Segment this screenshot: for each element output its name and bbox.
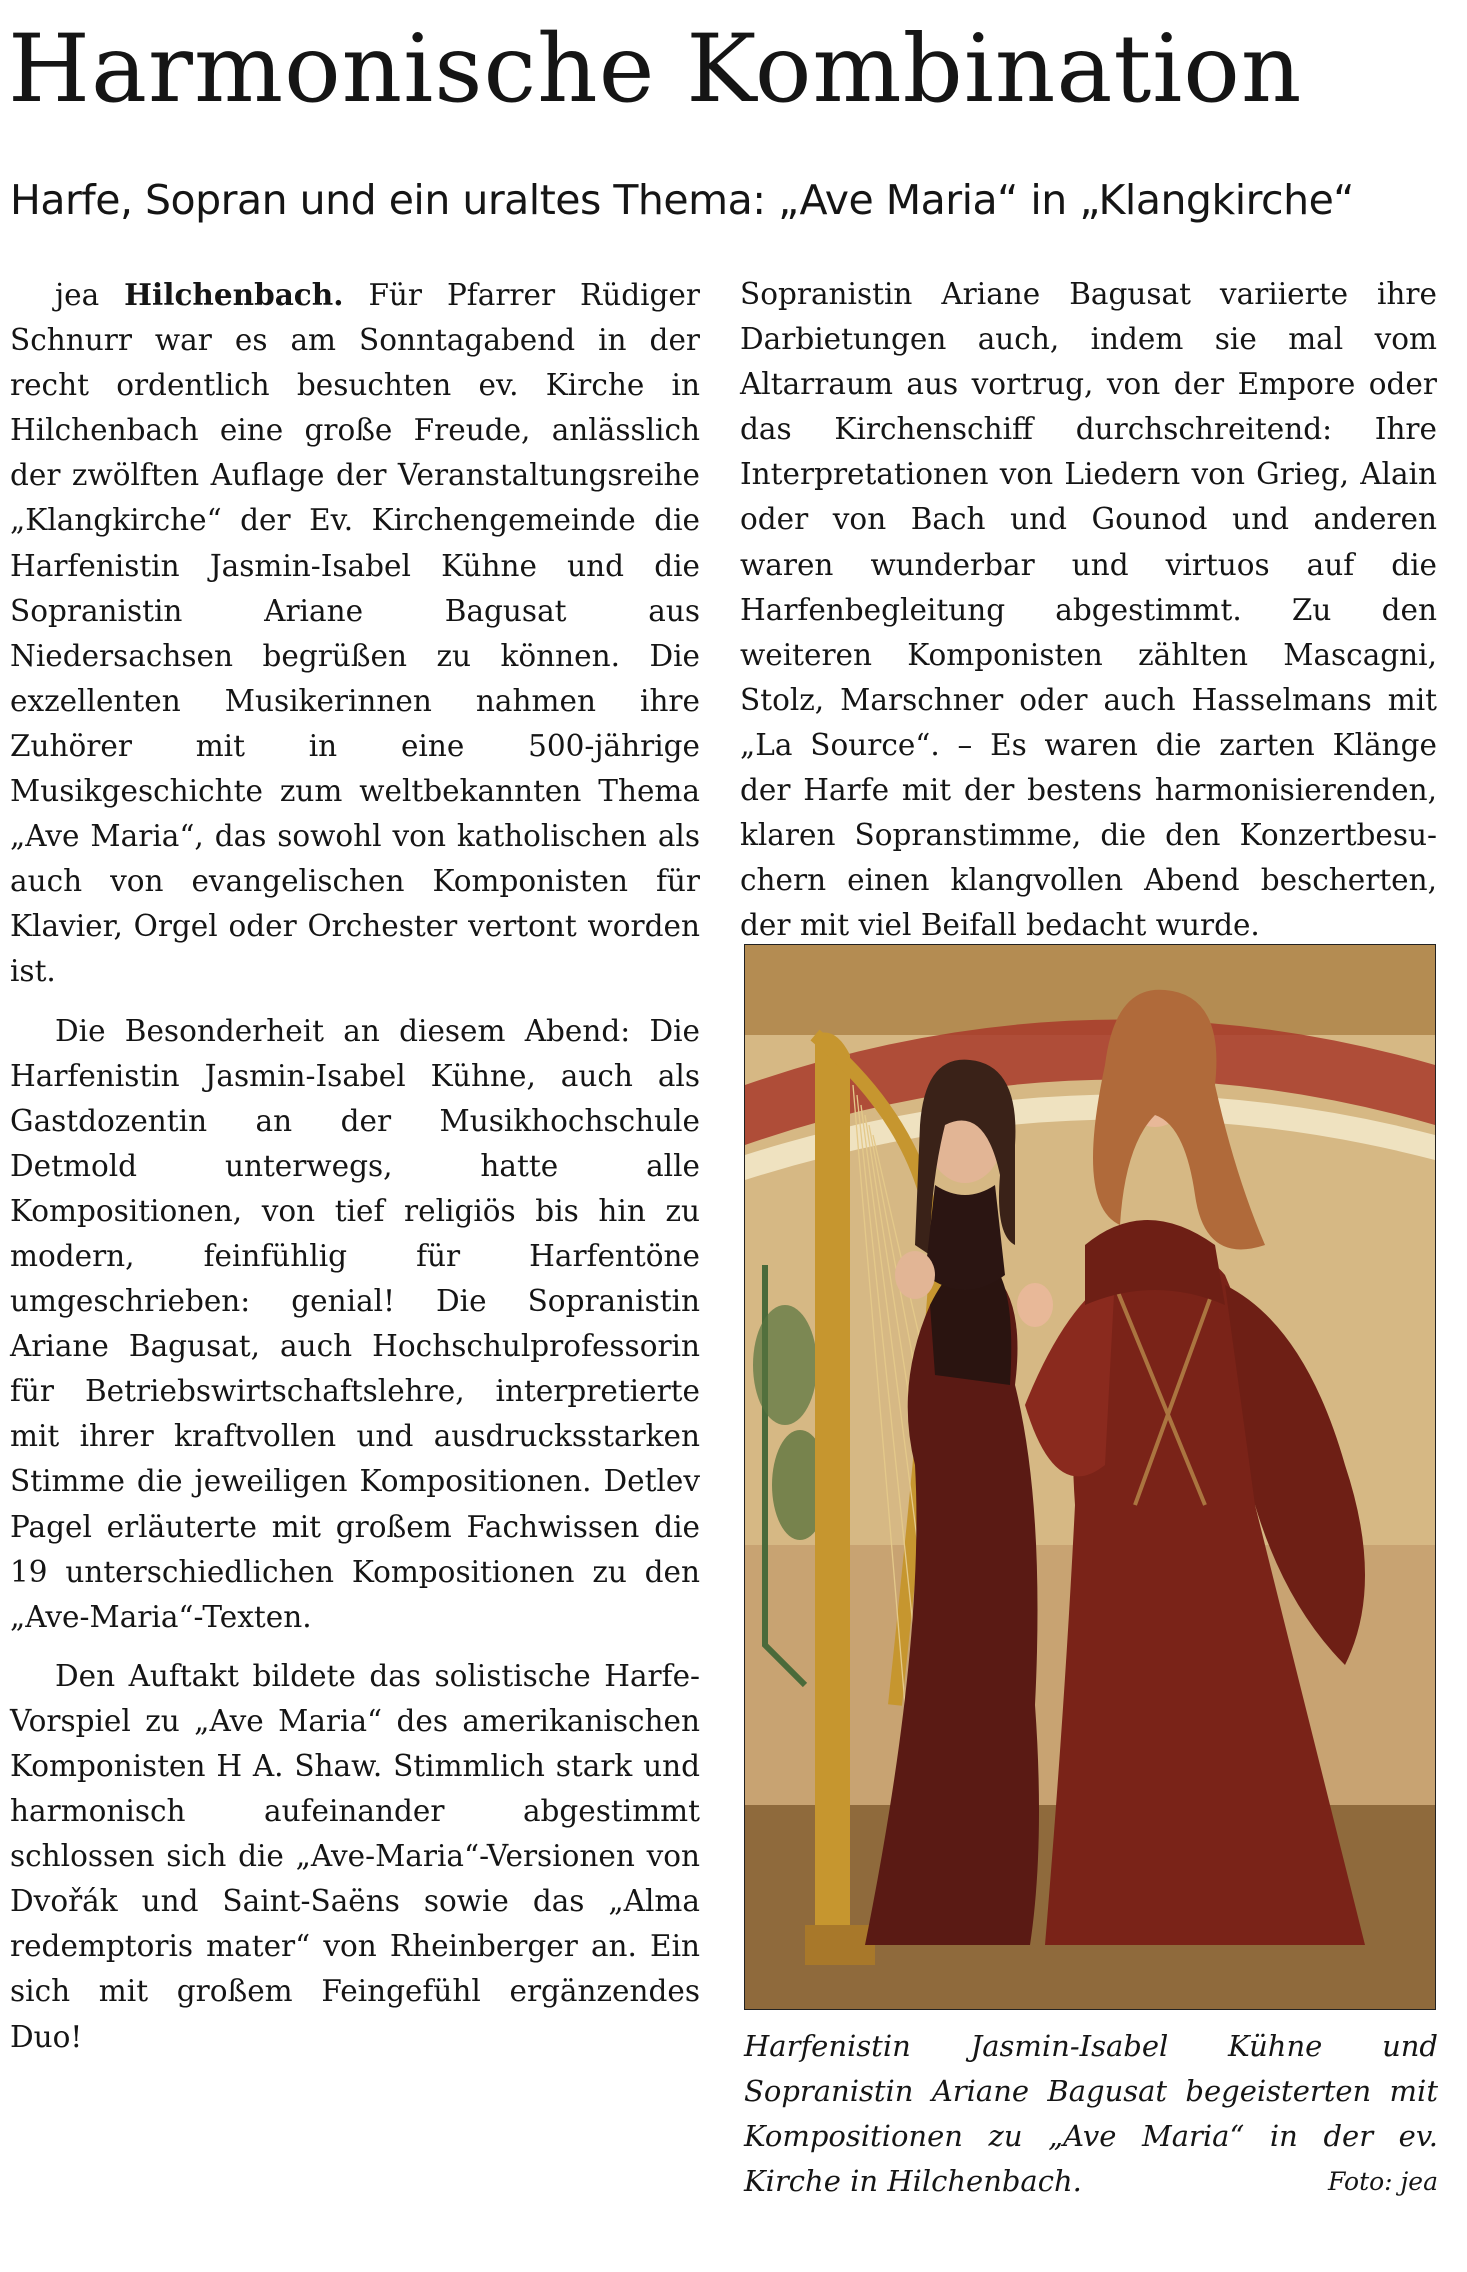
paragraph-1 bbox=[10, 272, 700, 995]
photo-caption bbox=[744, 2024, 1438, 2204]
headline: Harmonische Kombination bbox=[8, 15, 1303, 124]
dateline: Hilchenbach. bbox=[124, 277, 344, 312]
right-column bbox=[740, 272, 1437, 948]
photo-illustration bbox=[745, 945, 1435, 2009]
photo-credit: Foto: jea bbox=[1328, 2167, 1438, 2196]
paragraph-2: Die Besonderheit an diesem Abend: Die Harfenistin Jasmin-Isabel Kühne, auch als Gastdozentin an der Musikhochschule Detmold unterwegs, hatte alle Kompositionen, von tief religiös bis hin zu modern, feinfühlig für Harfentöne umgeschrieben: genial! Die Sopranistin Ariane Bagusat, auch Hochschulprofessorin für Betriebswirtschaftslehre, interpretierte mit ihrer kraftvollen und ausdrucksstarken Stimme die jeweiligen Kompositionen. Detlev Pagel erläuterte mit großem Fachwissen die 19 unterschiedlichen Kompositionen zu den „Ave-Maria“-Texten. bbox=[10, 1013, 700, 1634]
concert-photo bbox=[744, 944, 1436, 2010]
byline: jea bbox=[55, 278, 100, 312]
caption-text: Harfenistin Jasmin-Isabel Kühne und Sopranistin Ariane Bagusat begeisterten mit Kompositionen zu „Ave Maria“ in der ev. Kirche in Hilchenbach. bbox=[744, 2029, 1438, 2198]
subheadline: Harfe, Sopran und ein uraltes Thema: „Ave Maria“ in „Klangkirche“ bbox=[10, 176, 1355, 224]
paragraph-1-text: Für Pfarrer Rüdiger Schnurr war es am Sonntagabend in der recht ordentlich besuchten ev. Kirche in Hilchenbach eine große Freude, anlässlich der zwölften Auflage der Veranstaltungsreihe „Klangkirche“ der Ev. Kirchengemeinde die Harfenistin Jasmin-Isabel Kühne und die Sopranistin Ariane Bagusat aus Niedersachsen begrüßen zu können. Die exzellenten Musikerinnen nahmen ihre Zuhörer mit in eine 500-jährige Musikgeschichte zum weltbekannten Thema „Ave Maria“, das sowohl von katholischen als auch von evangelischen Komponisten für Klavier, Orgel oder Orchester vertont worden ist. bbox=[10, 278, 700, 989]
paragraph-3: Den Auftakt bildete das solistische Harfe-Vorspiel zu „Ave Maria“ des amerikanischen Komponisten H A. Shaw. Stimmlich stark und harmonisch aufeinander abgestimmt schlossen sich die „Ave-Maria“-Versionen von Dvořák und Saint-Saëns sowie das „Alma redemptoris mater“ von Rheinberger an. Ein sich mit großem Feingefühl ergänzendes Duo! bbox=[10, 1658, 700, 2054]
left-column bbox=[10, 272, 700, 2074]
paragraph-4-continued: Sopranistin Ariane Bagusat variierte ihre Darbietungen auch, indem sie mal vom Altarraum aus vortrug, von der Empore oder das Kirchenschiff durchschreitend: Ihre Interpretationen von Liedern von Grieg, Alain oder von Bach und Gounod und anderen waren wunderbar und virtuos auf die Harfenbegleitung abgestimmt. Zu den weiteren Komponisten zählten Mascagni, Stolz, Marschner oder auch Hasselmans mit „La Source“. – Es waren die zarten Klänge der Harfe mit der bestens harmonisierenden, klaren Sopranstimme, die den Konzertbesuchern einen klangvollen Abend bescherten, der mit viel Beifall bedacht wurde. bbox=[740, 277, 1437, 943]
